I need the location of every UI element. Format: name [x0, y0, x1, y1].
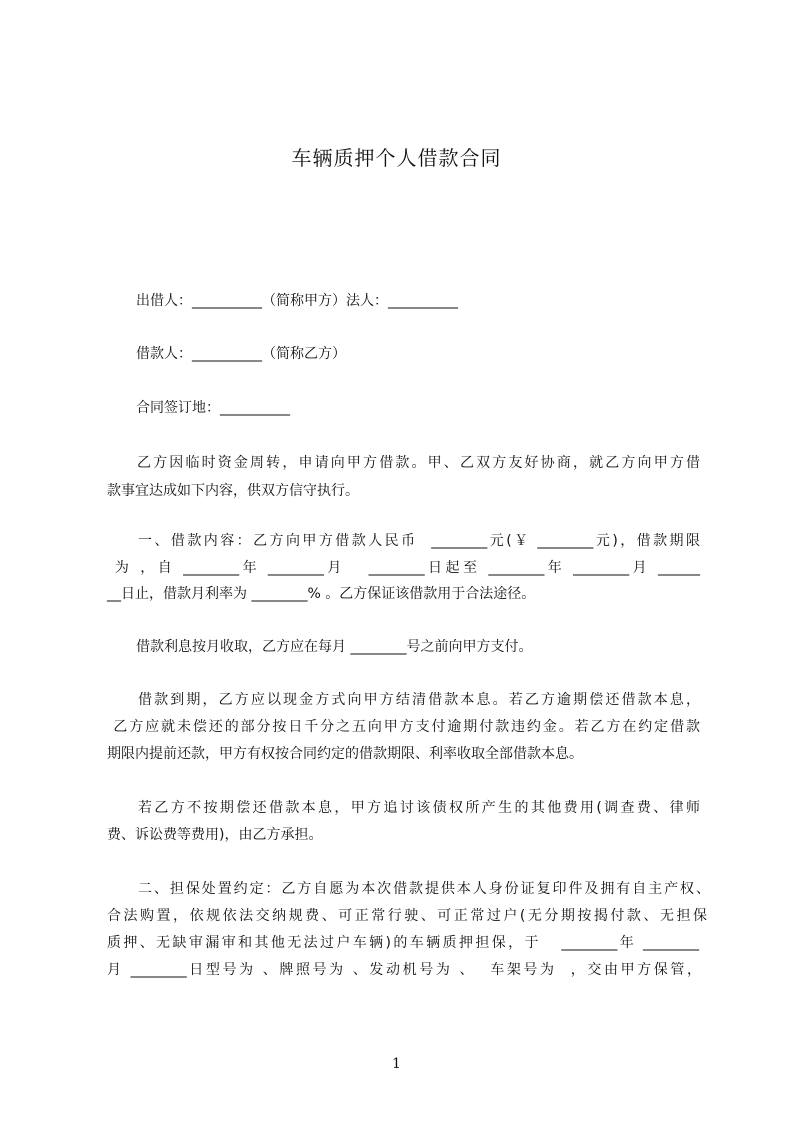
maturity-line-2: 乙方应就未偿还的部分按日千分之五向甲方支付逾期付款违约金。若乙方在约定借款	[107, 719, 700, 735]
clause1-line-3: __日止，借款月利率为 ________% 。乙方保证该借款用于合法途径。	[107, 586, 536, 602]
default-line-1: 若乙方不按期偿还借款本息，甲方追讨该债权所产生的其他费用(调查费、律师	[138, 800, 700, 816]
page-number: 1	[392, 1056, 401, 1072]
clause2-line-1: 二、担保处置约定：乙方自愿为本次借款提供本人身份证复印件及拥有自主产权、	[138, 881, 710, 897]
default-line-2: 费、诉讼费等费用)，由乙方承担。	[107, 827, 323, 843]
borrower-line: 借款人：__________（简称乙方）	[136, 346, 346, 362]
signing-place-line: 合同签订地：__________	[136, 400, 290, 416]
clause1-line-1: 一、借款内容：乙方向甲方借款人民币 ________元(￥ ________元)，借款期限	[138, 533, 700, 549]
clause2-line-3: 质押、无缺审漏审和其他无法过户车辆)的车辆质押担保，于 ________年 ________	[107, 935, 699, 951]
interest-line: 借款利息按月收取，乙方应在每月 ________号之前向甲方支付。	[136, 639, 533, 655]
intro-line-2: 款事宜达成如下内容，供双方信守执行。	[107, 483, 359, 499]
clause2-line-2: 合法购置，依规依法交纳规费、可正常行驶、可正常过户(无分期按揭付款、无担保	[107, 908, 707, 924]
lender-line: 出借人：__________（简称甲方）法人：__________	[136, 293, 458, 309]
maturity-line-1: 借款到期，乙方应以现金方式向甲方结清借款本息。若乙方逾期偿还借款本息，	[138, 692, 700, 708]
clause2-line-4: 月 ________日型号为 、牌照号为 、发动机号为 、 车架号为 ，交由甲方保管，	[107, 962, 701, 978]
clause1-line-2: 为 ，自 ________年 ________月 ________日起至 ________年 ________月 ______	[107, 560, 700, 576]
intro-line-1: 乙方因临时资金周转，申请向甲方借款。甲、乙双方友好协商，就乙方向甲方借	[137, 455, 700, 471]
maturity-line-3: 期限内提前还款，甲方有权按合同约定的借款期限、利率收取全部借款本息。	[107, 746, 583, 762]
contract-title: 车辆质押个人借款合同	[291, 146, 502, 170]
